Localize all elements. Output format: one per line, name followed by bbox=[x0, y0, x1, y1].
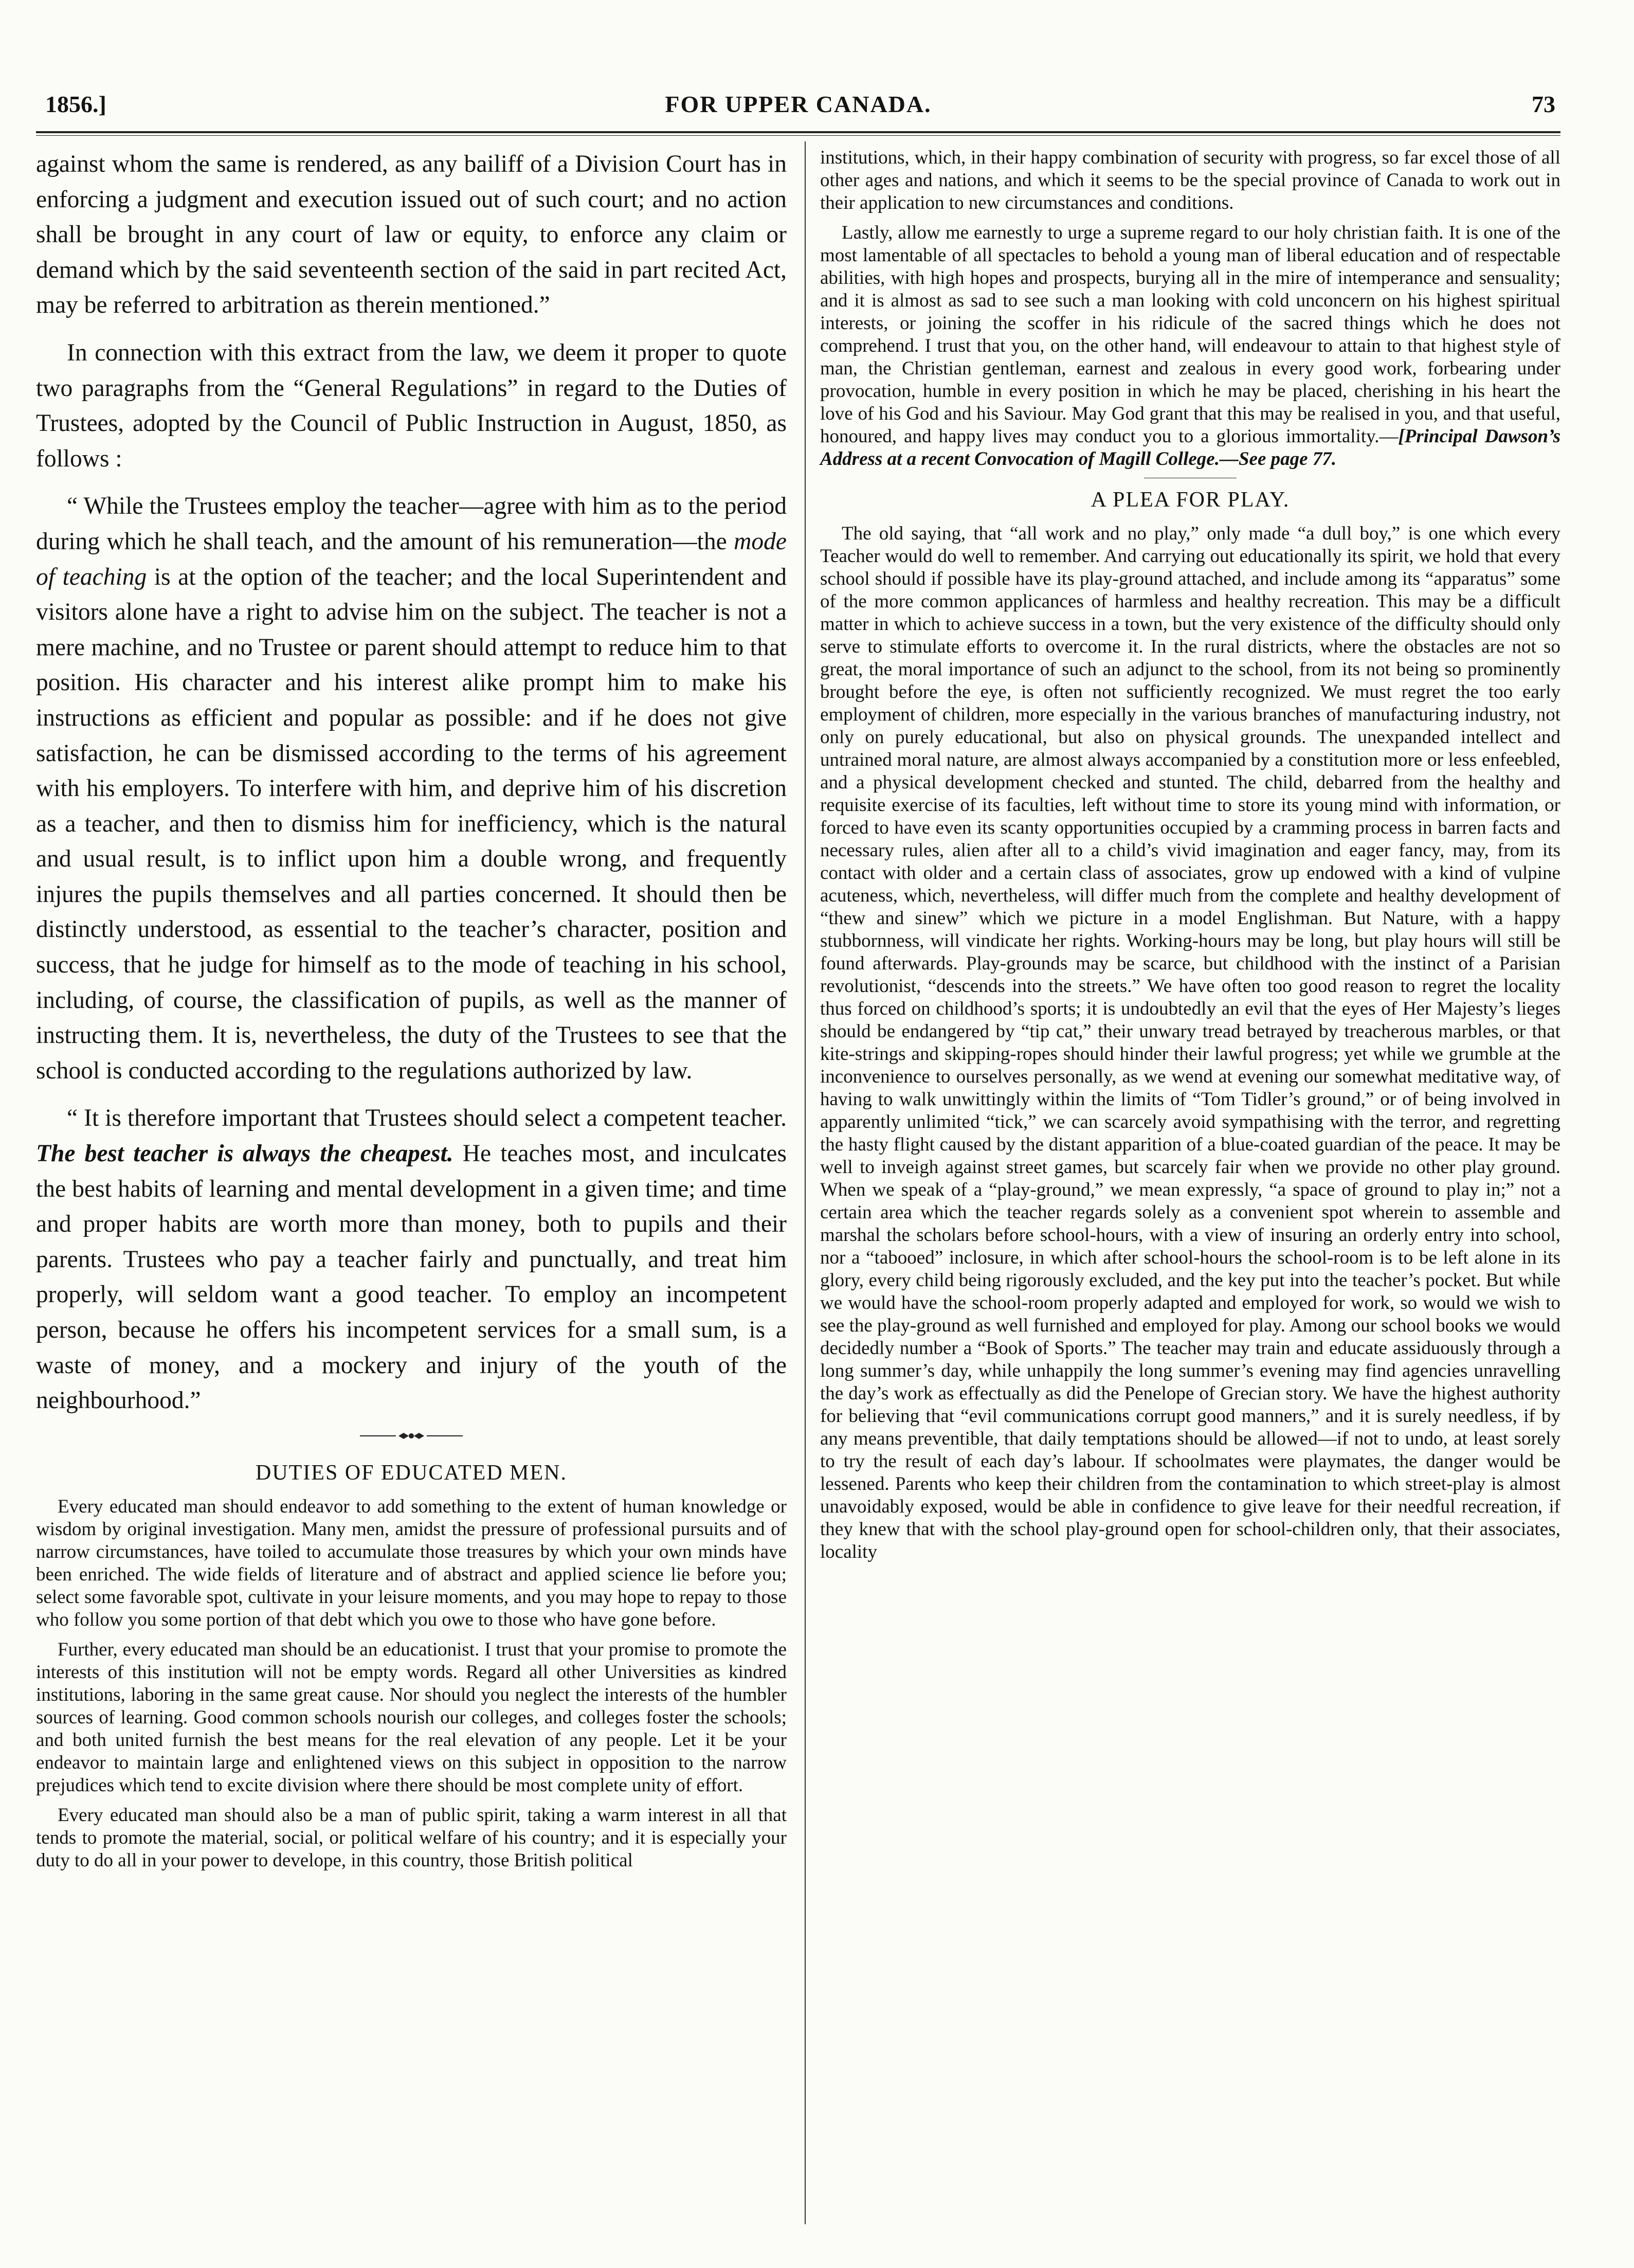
section-title-duties: DUTIES OF EDUCATED MEN. bbox=[256, 1461, 567, 1485]
right-column bbox=[820, 147, 1560, 1571]
regulations-extract bbox=[36, 147, 787, 1418]
paragraph bbox=[36, 489, 787, 1088]
text-run: Lastly, allow me earnestly to urge a supreme regard to our holy christian faith. It is one of the most lamentable of all spectacles to behold a young man of liberal education and of respectable abilities, with high hopes and prospects, burying all in the mire of intemperance and sensuality; and it is almost as sad to see such a man looking with cold unconcern on his highest spiritual interests, or joining the scoffer in his ridicule of the sacred things which he does not comprehend. I trust that you, on the other hand, will endeavour to attain to that highest style of man, the Christian gentleman, earnest and zealous in every good work, forbearing under provocation, humble in every position in which he may be placed, cherishing in his heart the love of his God and his Saviour. May God grant that this may be realised in you, and that useful, honoured, and happy lives may conduct you to a glorious immortality.— bbox=[820, 222, 1560, 447]
left-column bbox=[36, 147, 787, 1879]
text-run: “ It is therefore important that Trustees should select a competent teacher. bbox=[67, 1105, 787, 1132]
paragraph: In connection with this extract from the law, we deem it proper to quote two paragraphs from the “General Regulations” in regard to the Duties of Trustees, adopted by the Council of Public Instruction in August, 1850, as follows : bbox=[36, 339, 787, 472]
column-divider bbox=[805, 141, 806, 2224]
header-year: 1856.] bbox=[45, 91, 106, 117]
ornament-divider bbox=[36, 1431, 787, 1451]
running-title: FOR UPPER CANADA. bbox=[665, 91, 932, 117]
paragraph bbox=[36, 1101, 787, 1418]
paragraph: Further, every educated man should be an educationist. I trust that your promise to promote the interests of this institution will not be empty words. Regard all other Universities as kindred institutions, laboring in the same great cause. Nor should you neglect the interests of the humbler sources of learning. Good common schools nourish our colleges, and colleges foster the schools; and both united furnish the best means for the real elevation of any people. Let it be your endeavor to maintain large and enlightened views on this subject in opposition to the narrow prejudices which tend to excite division where there should be most complete unity of effort. bbox=[36, 1639, 787, 1796]
paragraph: The old saying, that “all work and no play,” only made “a dull boy,” is one which every Teacher would do well to remember. And carrying out educationally its spirit, we hold that every school should if possible have its play-ground attached, and include among its “apparatus” some of the more common applicances of harmless and healthy recreation. This may be a difficult matter in which to achieve success in a town, but the very existence of the difficulty should only serve to stimulate efforts to overcome it. In the rural districts, where the obstacles are not so great, the moral importance of such an adjunct to the school, from its not being so prominently brought before the eye, is often not sufficiently recognized. We must regret the too early employment of children, more especially in the various branches of manufacturing industry, not only on purely educational, but also on physical grounds. The unexpanded intellect and untrained moral nature, are almost always accompanied by a constitution more or less enfeebled, and a physical development checked and stunted. The child, debarred from the healthy and requisite exercise of its faculties, left without time to store its young mind with information, or forced to have even its scanty opportunities occupied by a cramming process in barren facts and necessary rules, alien after all to a child’s vivid imagination and eager fancy, may, from its contact with older and a certain class of associates, grow up endowed with a kind of vulpine acuteness, which, nevertheless, will differ much from the complete and healthy development of “thew and sinew” which we picture in a model Englishman. But Nature, with a happy stubbornness, will vindicate her rights. Working-hours may be long, but play hours will still be found afterwards. Play-grounds may be scarce, but childhood with the instinct of a Parisian revolutionist, “descends into the streets.” We have often too good reason to regret the locality thus forced on childhood’s sports; it is undoubtedly an evil that the eyes of Her Majesty’s lieges should be endangered by “tip cat,” their unwary tread betrayed by treacherous marbles, or that kite-strings and skipping-ropes should hinder their lawful progress; yet while we grumble at the inconvenience to ourselves personally, as we wend at evening our somewhat meditative way, of having to walk unwittingly within the limits of “Tom Tidler’s ground,” or of being involved in apparently unlimited “tick,” we can scarcely avoid sympathising with the terror, and regretting the hasty flight caused by the distant apparition of a blue-coated guardian of the peace. It may be well to inveigh against street games, but scarcely fair when we provide no other play ground. When we speak of a “play-ground,” we mean expressly, “a space of ground to play in;” not a certain area which the teacher regards solely as a convenient spot wherein to assemble and marshal the scholars before school-hours, with a view of insuring an orderly entry into school, nor a “tabooed” inclosure, in which after school-hours the school-room is to be left alone in its glory, every child being rigorously excluded, and the key put into the teacher’s pocket. But while we would have the school-room properly adapted and employed for work, so would we wish to see the play-ground as well furnished and employed for play. Among our school books we would decidedly number a “Book of Sports.” The teacher may train and educate assiduously through a long summer’s day, while unhappily the long summer’s evening may find agencies unravelling the day’s work as effectually as did the Penelope of Grecian story. We have the highest authority for believing that “evil communications corrupt good manners,” and it is surely needless, if by any means preventible, that daily temptations should be allowed—if not to undo, at least sorely to try the result of each day’s labour. If schoolmates were playmates, the danger would be lessened. Parents who keep their children from the contamination to which street-play is almost unavoidably exposed, would be able in confidence to give leave for their needful recreation, if they knew that with the school play-ground open for school-children only, that their associates, locality bbox=[820, 523, 1560, 1562]
play-article bbox=[820, 523, 1560, 1563]
paragraph: against whom the same is rendered, as any bailiff of a Division Court has in enforcing a judgment and execution issued out of such court; and no action shall be brought in any court of law or equity, to enforce any claim or demand which by the said seventeenth section of the said in part recited Act, may be referred to arbitration as therein mentioned.” bbox=[36, 151, 787, 319]
citation: [Principal Dawson’s Address at a recent Convocation of Magill College.—See page 77. bbox=[820, 426, 1561, 470]
emphasis: mode of teaching bbox=[36, 528, 787, 590]
text-run: He teaches most, and inculcates the best habits of learning and mental development in a given time; and time and proper habits are worth more than money, both to pupils and their parents. Trustees who pay a teacher fairly and punctually, and treat him properly, will seldom want a good teacher. To employ an incompetent person, because he offers his incompetent services for a small sum, is a waste of money, and a mockery and injury of the youth of the neighbourhood.” bbox=[36, 1140, 787, 1414]
duties-article bbox=[36, 1496, 787, 1872]
page-header bbox=[36, 86, 1560, 128]
header-rule bbox=[36, 131, 1560, 133]
duties-article-continued bbox=[820, 147, 1560, 471]
header-rule-thin bbox=[36, 135, 1560, 136]
text-run: is at the option of the teacher; and the local Superintendent and visitors alone have a right to advise him on the subject. The teacher is not a mere machine, and no Trustee or parent should attempt to reduce him to that position. His character and his interest alike prompt him to make his instructions as efficient and popular as possible: and if he does not give satisfaction, he can be dismissed according to the terms of his agreement with his employers. To interfere with him, and deprive him of his discretion as a teacher, and then to dismiss him for inefficiency, which is the natural and usual result, is to inflict upon him a double wrong, and frequently injures the pupils themselves and all parties concerned. It should then be distinctly understood, as essential to the teacher’s character, position and success, that he judge for himself as to the mode of teaching in his school, including, of course, the classification of pupils, as well as the manner of instructing them. It is, nevertheless, the duty of the Trustees to see that the school is conducted according to the regulations authorized by law. bbox=[36, 563, 787, 1084]
paragraph: Every educated man should endeavor to add something to the extent of human knowledge or wisdom by original investigation. Many men, amidst the pressure of professional pursuits and of narrow circumstances, have toiled to accumulate those treasures by which your own minds have been enriched. The wide fields of literature and of abstract and applied science lie before you; select some favorable spot, cultivate in your leisure moments, and you may hope to repay to those who follow you some portion of that debt which you owe to those who have gone before. bbox=[36, 1496, 787, 1630]
page-number: 73 bbox=[1532, 91, 1555, 117]
emphasis: The best teacher is always the cheapest. bbox=[36, 1140, 453, 1167]
paragraph: institutions, which, in their happy combination of security with progress, so far excel those of all other ages and nations, and which it seems to be the special province of Canada to work out in their application to new circumstances and conditions. bbox=[820, 147, 1560, 213]
paragraph bbox=[820, 222, 1560, 471]
paragraph: Every educated man should also be a man of public spirit, taking a warm interest in all that tends to promote the material, social, or political welfare of his country; and it is especially your duty to do all in your power to develope, in this country, those British political bbox=[36, 1804, 787, 1871]
section-title-play: A PLEA FOR PLAY. bbox=[1091, 488, 1290, 512]
text-run: “ While the Trustees employ the teacher—agree with him as to the period during which he shall teach, and the amount of his remuneration—the bbox=[36, 493, 787, 555]
